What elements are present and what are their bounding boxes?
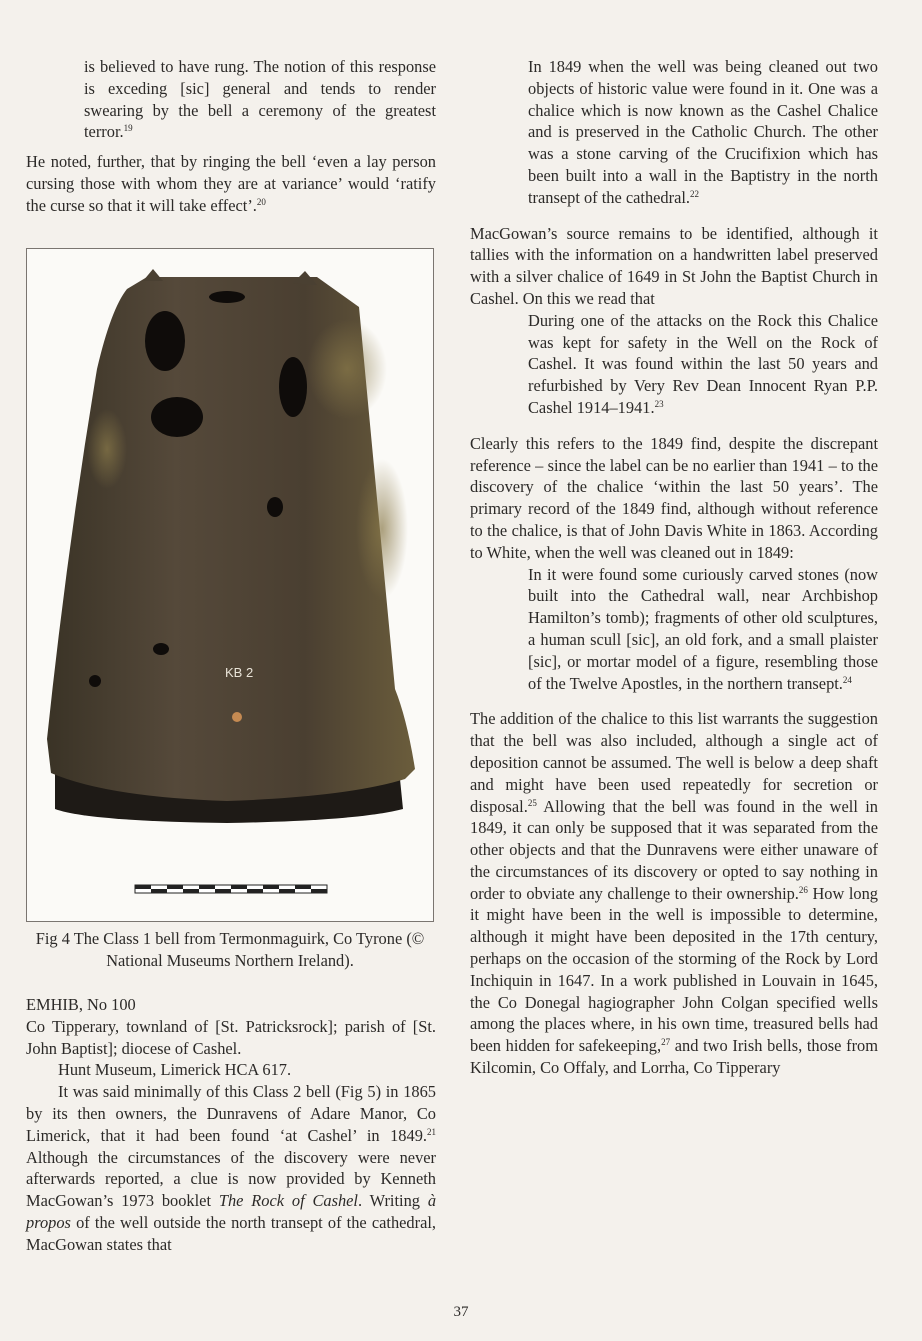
- paragraph: [26, 151, 436, 216]
- catalogue-entry: [26, 994, 436, 1256]
- quote-text: is believed to have rung. The notion of this response is exceding [sic] general and tends to render swearing by the bell a ceremony of the greatest terror.: [84, 57, 436, 142]
- block-quote: [84, 56, 436, 143]
- footnote-ref: 26: [798, 884, 808, 895]
- paragraph-text: and two Irish bells, those from Kilcomin, Co Offaly, and Lorrha, Co Tipperary: [470, 1036, 878, 1078]
- paragraph-text: Allowing that the bell was found in the well in 1849, it can only be supposed that it was separated from the other objects and that the Dunravens were either unaware of the circumstances of its discovery or opted to say nothing in order to obviate any challenge to their ownership.: [470, 796, 878, 903]
- footnote-ref: 27: [661, 1037, 671, 1048]
- italic-phrase: à propos: [26, 1191, 437, 1232]
- footnote-ref: 19: [123, 123, 133, 134]
- paragraph-text: Although the circumstances of the discovery were never afterwards reported, a clue is now provided by Kenneth MacGowan’s 1973 booklet: [26, 1147, 436, 1211]
- figure-frame: [26, 248, 434, 922]
- paragraph-text: How long it might have been in the well is impossible to determine, although it might have been deposited in the 17th century, perhaps on the occasion of the storming of the Rock by Lord Inchiquin in 1647. In a work published in Louvain in 1645, the Co Donegal hagiographer John Colgan specified wells among the places where, in his own time, treasured bells had been hidden for safekeeping,: [470, 883, 878, 1056]
- quote-text: In 1849 when the well was being cleaned out two objects of historic value were found in it. One was a chalice which is now known as the Cashel Chalice and is preserved in the Catholic Church. The other was a stone carving of the Crucifixion which has been built into a wall in the Baptistry in the north transept of the cathedral.: [528, 57, 878, 207]
- figure-caption: Fig 4 The Class 1 bell from Termonmaguirk, Co Tyrone (© National Museums Northern Ireland).: [35, 929, 425, 970]
- bell-photograph: [27, 249, 433, 921]
- footnote-ref: 20: [256, 196, 266, 207]
- paragraph-text: of the well outside the north transept of the cathedral, MacGowan states that: [26, 1212, 436, 1254]
- right-column: [470, 56, 878, 1079]
- footnote-ref: 23: [654, 398, 664, 409]
- object-label: KB 2: [225, 665, 254, 680]
- paragraph-text: He noted, further, that by ringing the bell ‘even a lay person cursing those with whom they are at variance’ would ‘ratify the curse so that it will take effect’.: [26, 152, 436, 215]
- entry-heading: EMHIB, No 100: [26, 995, 136, 1014]
- footnote-ref: 22: [690, 188, 700, 199]
- paragraph: Clearly this refers to the 1849 find, despite the discrepant reference – since the label can be no earlier than 1941 – to the discovery of the chalice ‘within the last 50 years’. The primary record of the 1849 find, although without reference to the chalice, is that of John Davis White in 1863. According to White, when the well was cleaned out in 1849:: [470, 433, 878, 562]
- footnote-ref: 25: [527, 797, 537, 808]
- footnote-ref: 24: [842, 674, 852, 685]
- booklet-title: The Rock of Cashel: [218, 1191, 358, 1211]
- quote-text: During one of the attacks on the Rock this Chalice was kept for safety in the Well on the Rock of Cashel. It was found within the last 50 years and refurbished by Very Rev Dean Innocent Ryan P.P. Cashel 1914–1941.: [528, 310, 878, 417]
- paragraph: [470, 708, 878, 1079]
- scale-bar: [135, 885, 327, 893]
- quote-text: In it were found some curiously carved stones (now built into the Cathedral wall, near Archbishop Hamilton’s tomb); fragments of other old sculptures, a human scull [sic], an old fork, and a small plaister [sic], or mortar model of a figure, resembling those of the Twelve Apostles, in the northern transept.: [528, 564, 878, 693]
- block-quote: [528, 564, 878, 695]
- page-number: 37: [453, 1304, 469, 1320]
- entry-museum: Hunt Museum, Limerick HCA 617.: [58, 1060, 292, 1080]
- entry-paragraph: [26, 1081, 436, 1255]
- paragraph: MacGowan’s source remains to be identified, although it tallies with the information on a handwritten label preserved with a silver chalice of 1649 in St John the Baptist Church in Cashel. On this we read that: [470, 223, 878, 308]
- paragraph-text: The addition of the chalice to this list warrants the suggestion that the bell was also included, although a single act of deposition cannot be assumed. The well is below a deep shaft and might have been used repeatedly for secretion or disposal.: [470, 709, 878, 816]
- block-quote: [528, 310, 878, 419]
- paragraph-text: It was said minimally of this Class 2 bell (Fig 5) in 1865 by its then owners, the Dunravens of Adare Manor, Co Limerick, that it had been found ‘at Cashel’ in 1849.: [26, 1082, 436, 1145]
- left-column: [26, 56, 436, 217]
- paragraph-text: . Writing: [358, 1191, 428, 1211]
- block-quote: [528, 56, 878, 209]
- entry-location: Co Tipperary, townland of [St. Patricksrock]; parish of [St. John Baptist]; diocese of Cashel.: [26, 1016, 436, 1058]
- footnote-ref: 21: [427, 1126, 436, 1137]
